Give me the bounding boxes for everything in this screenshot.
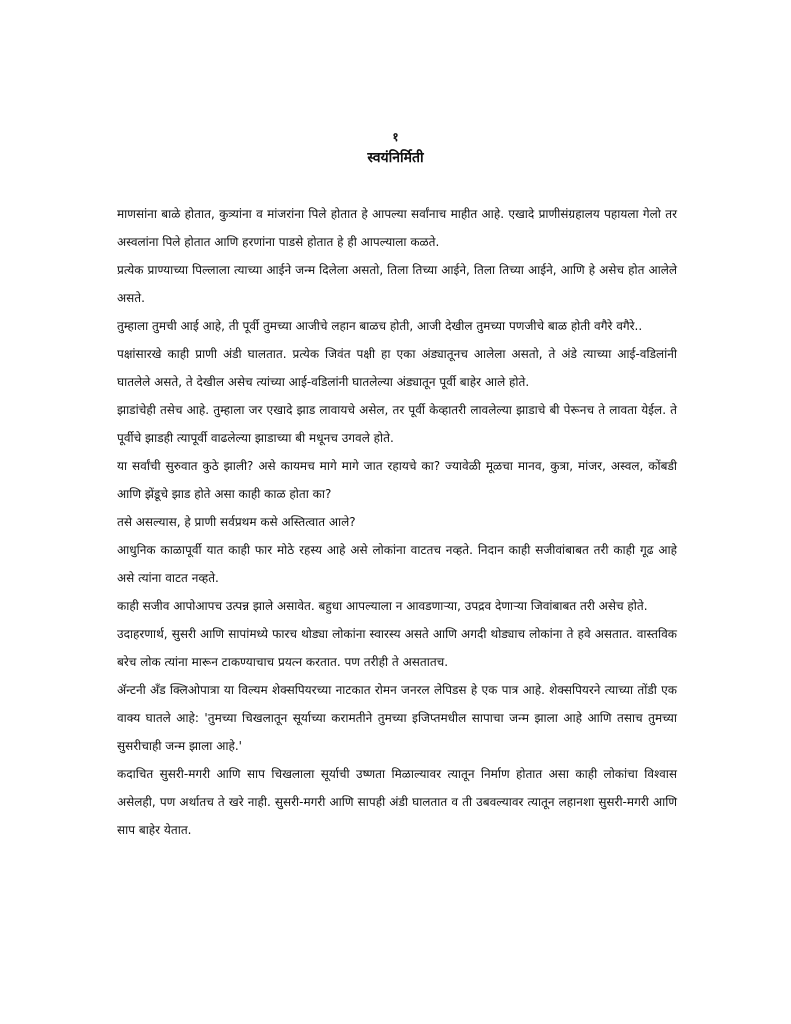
- paragraph: ॲन्टनी अँड क्लिओपात्रा या विल्यम शेक्सपियरच्या नाटकात रोमन जनरल लेपिडस हे एक पात्र आहे. शेक्सपियरने त्याच्या तोंडी एक वाक्य घातले आहे: 'तुमच्या चिखलातून सूर्याच्या करामतीने तुमच्या इजिप्तमधील सापाचा जन्म झाला आहे आणि तसाच तुमच्या सुसरीचाही जन्म झाला आहे.': [117, 683, 677, 753]
- chapter-title: स्वयंनिर्मिती: [367, 150, 424, 166]
- paragraph: आधुनिक काळापूर्वी यात काही फार मोठे रहस्य आहे असे लोकांना वाटतच नव्हते. निदान काही सजीवांबाबत तरी काही गूढ आहे असे त्यांना वाटत नव्हते.: [117, 543, 677, 585]
- paragraph: पक्षांसारखे काही प्राणी अंडी घालतात. प्रत्येक जिवंत पक्षी हा एका अंड्यातूनच आलेला असतो, ते अंडे त्याच्या आई-वडिलांनी घातलेले असते, ते देखील असेच त्यांच्या आई-वडिलांनी घातलेल्या अंड्यातून पूर्वी बाहेर आले होते.: [117, 347, 677, 389]
- paragraph: कदाचित सुसरी-मगरी आणि साप चिखलाला सूर्याची उष्णता मिळाल्यावर त्यातून निर्माण होतात असा काही लोकांचा विश्वास असेलही, पण अर्थातच ते खरे नाही. सुसरी-मगरी आणि सापही अंडी घालतात व ती उबवल्यावर त्यातून लहानशा सुसरी-मगरी आणि साप बाहेर येतात.: [117, 767, 677, 837]
- paragraph: काही सजीव आपोआपच उत्पन्न झाले असावेत. बहुधा आपल्याला न आवडणाऱ्या, उपद्रव देणाऱ्या जिवांबाबत तरी असेच होते.: [117, 599, 648, 613]
- paragraph: तुम्हाला तुमची आई आहे, ती पूर्वी तुमच्या आजीचे लहान बाळच होती, आजी देखील तुमच्या पणजीचे बाळ होती वगैरे वगैरे..: [117, 319, 643, 333]
- paragraph: माणसांना बाळे होतात, कुत्र्यांना व मांजरांना पिले होतात हे आपल्या सर्वांनाच माहीत आहे. एखादे प्राणीसंग्रहालय पहायला गेलो तर अस्वलांना पिले होतात आणि हरणांना पाडसे होतात हे ही आपल्याला कळते.: [117, 207, 677, 249]
- paragraph: तसे असल्यास, हे प्राणी सर्वप्रथम कसे अस्तित्वात आले?: [117, 515, 356, 529]
- paragraph: प्रत्येक प्राण्याच्या पिल्लाला त्याच्या आईने जन्म दिलेला असतो, तिला तिच्या आईने, तिला तिच्या आईने, आणि हे असेच होत आलेले असते.: [117, 263, 677, 305]
- paragraph: उदाहरणार्थ, सुसरी आणि सापांमध्ये फारच थोड्या लोकांना स्वारस्य असते आणि अगदी थोड्याच लोकांना ते हवे असतात. वास्तविक बरेच लोक त्यांना मारून टाकण्याचाच प्रयत्न करतात. पण तरीही ते असतातच.: [117, 627, 677, 669]
- body-text: [117, 200, 677, 844]
- paragraph: या सर्वांची सुरुवात कुठे झाली? असे कायमच मागे मागे जात रहायचे का? ज्यावेळी मूळचा मानव, कुत्रा, मांजर, अस्वल, कोंबडी आणि झेंडूचे झाड होते असा काही काळ होता का?: [117, 459, 677, 501]
- chapter-number: १: [392, 130, 399, 144]
- paragraph: झाडांचेही तसेच आहे. तुम्हाला जर एखादे झाड लावायचे असेल, तर पूर्वी केव्हातरी लावलेल्या झाडाचे बी पेरूनच ते लावता येईल. ते पूर्वीचे झाडही त्यापूर्वी वाढलेल्या झाडाच्या बी मधूनच उगवले होते.: [117, 403, 677, 445]
